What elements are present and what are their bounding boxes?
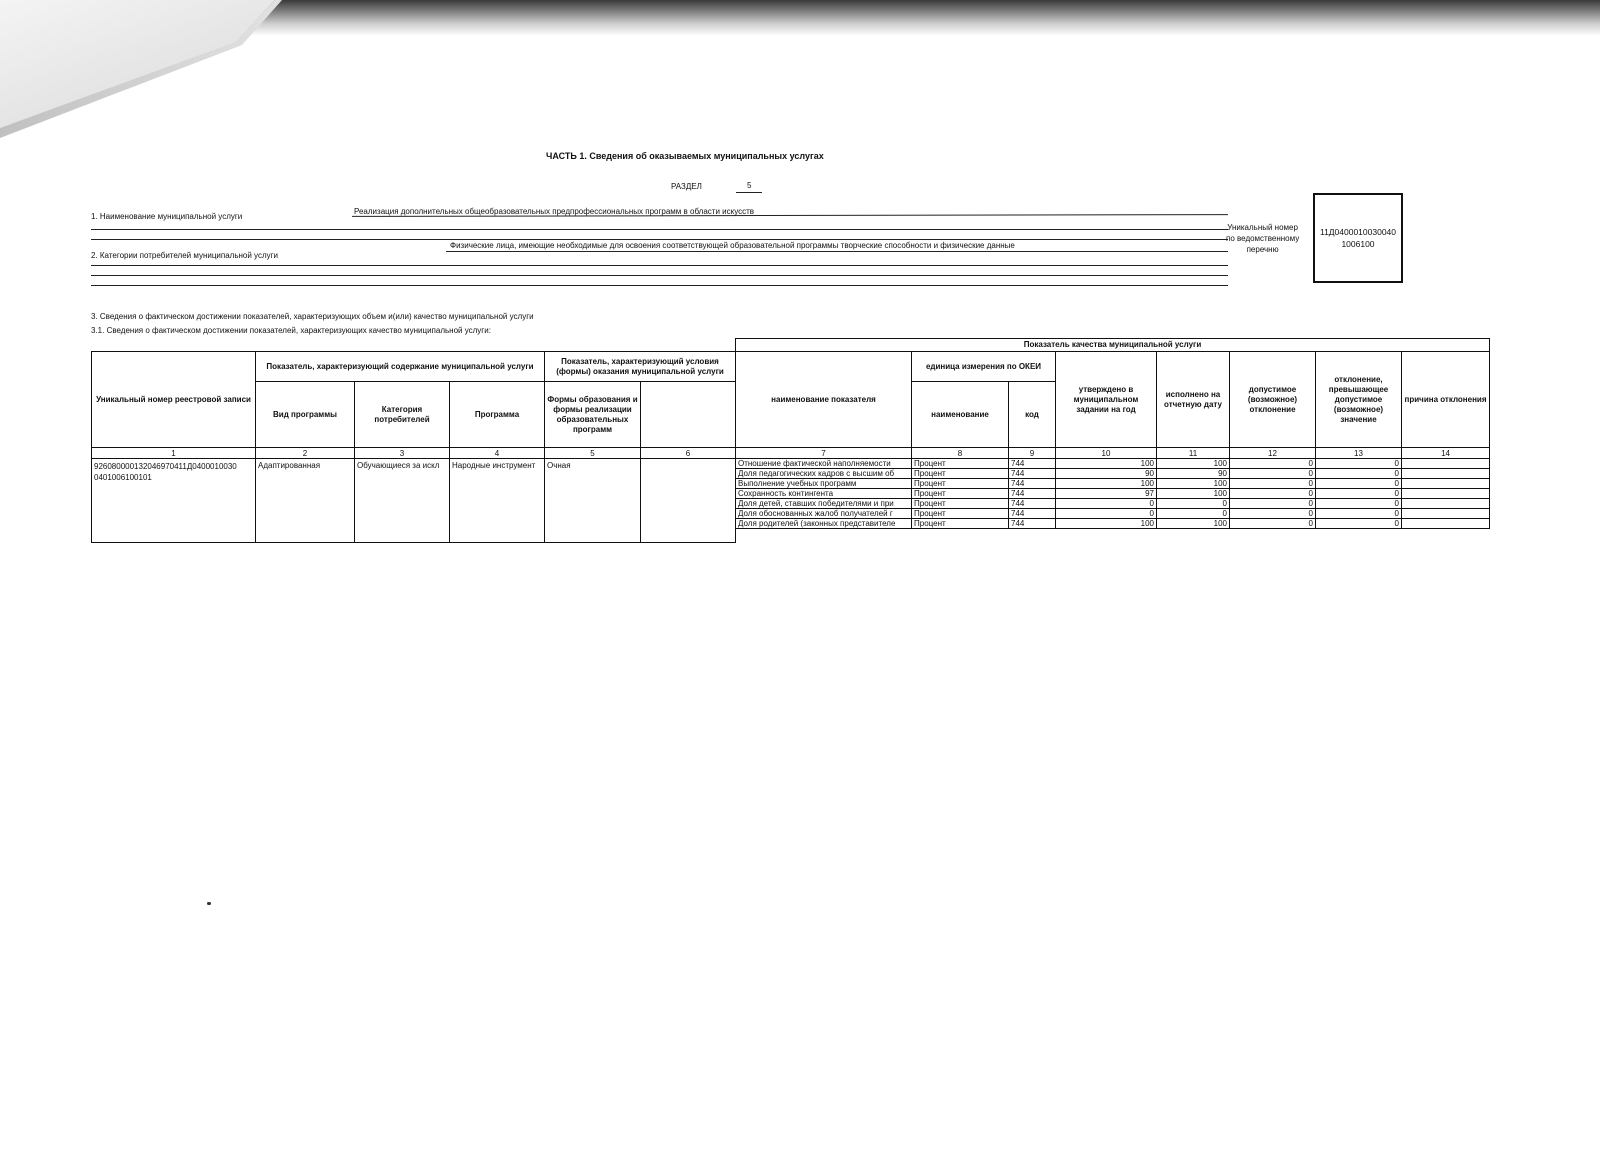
approved-cell: 100	[1056, 479, 1157, 489]
allowed-deviation-cell: 0	[1230, 459, 1316, 469]
form-rule	[91, 275, 1228, 276]
allowed-deviation-header: допустимое (возможное) отклонение	[1230, 352, 1316, 448]
reason-cell	[1402, 499, 1490, 509]
allowed-deviation-cell: 0	[1230, 489, 1316, 499]
column-number: 6	[641, 448, 736, 459]
reason-header: причина отклонения	[1402, 352, 1490, 448]
excess-deviation-cell: 0	[1316, 469, 1402, 479]
excess-deviation-cell: 0	[1316, 489, 1402, 499]
column-number: 3	[355, 448, 450, 459]
unit-name-cell: Процент	[912, 479, 1009, 489]
column-number: 10	[1056, 448, 1157, 459]
consumers-underline	[446, 251, 1228, 252]
unit-name-cell: Процент	[912, 509, 1009, 519]
indicator-name-cell: Доля родителей (законных представителе	[736, 519, 912, 529]
approved-cell: 0	[1056, 509, 1157, 519]
excess-deviation-cell: 0	[1316, 499, 1402, 509]
approved-cell: 100	[1056, 519, 1157, 529]
registry-id-box	[1313, 193, 1403, 283]
column-number: 8	[912, 448, 1009, 459]
quality-indicators-table	[91, 338, 1490, 543]
program-cell: Народные инструмент	[450, 459, 545, 543]
program-header: Программа	[450, 382, 545, 448]
approved-cell: 0	[1056, 499, 1157, 509]
column-number: 4	[450, 448, 545, 459]
executed-cell: 90	[1157, 469, 1230, 479]
reason-cell	[1402, 469, 1490, 479]
approved-cell: 97	[1056, 489, 1157, 499]
heading-3: 3. Сведения о фактическом достижении показателей, характеризующих объем и(или) качество муниципальной услуги	[91, 312, 534, 321]
form-rule	[91, 239, 1228, 240]
unit-code-cell: 744	[1009, 519, 1056, 529]
indicator-name-cell: Отношение фактической наполняемости	[736, 459, 912, 469]
unit-name-cell: Процент	[912, 519, 1009, 529]
scan-speck	[207, 902, 211, 905]
reason-cell	[1402, 479, 1490, 489]
table-row	[92, 459, 1490, 469]
reason-cell	[1402, 489, 1490, 499]
excess-deviation-cell: 0	[1316, 509, 1402, 519]
executed-header: исполнено на отчетную дату	[1157, 352, 1230, 448]
col6-cell	[641, 459, 736, 543]
unit-code-cell: 744	[1009, 499, 1056, 509]
unit-group-header: единица измерения по ОКЕИ	[912, 352, 1056, 382]
service-name-value: Реализация дополнительных общеобразовательных предпрофессиональных программ в области искусств	[354, 207, 755, 216]
consumers-value: Физические лица, имеющие необходимые для освоения соответствующей образовательной программы творческие способности и физические данные	[450, 241, 1015, 250]
allowed-deviation-cell: 0	[1230, 479, 1316, 489]
allowed-deviation-cell: 0	[1230, 519, 1316, 529]
excess-deviation-cell: 0	[1316, 519, 1402, 529]
indicator-name-cell: Доля детей, ставших победителями и при	[736, 499, 912, 509]
unit-name-header: наименование	[912, 382, 1009, 448]
excess-deviation-cell: 0	[1316, 479, 1402, 489]
consumer-category-header: Категория потребителей	[355, 382, 450, 448]
column-numbers-row	[92, 448, 1490, 459]
allowed-deviation-cell: 0	[1230, 469, 1316, 479]
reason-cell	[1402, 509, 1490, 519]
heading-3-1: 3.1. Сведения о фактическом достижении показателей, характеризующих качество муниципальной услуги:	[91, 326, 491, 335]
unit-code-header: код	[1009, 382, 1056, 448]
column-number: 1	[92, 448, 256, 459]
indicator-name-header: наименование показателя	[736, 352, 912, 448]
quality-group-header: Показатель качества муниципальной услуги	[736, 339, 1490, 352]
section-number: 5	[747, 181, 752, 190]
executed-cell: 100	[1157, 479, 1230, 489]
section-label: РАЗДЕЛ	[671, 182, 702, 191]
allowed-deviation-cell: 0	[1230, 499, 1316, 509]
forms-cell: Очная	[545, 459, 641, 543]
conditions-group-header: Показатель, характеризующий условия (формы) оказания муниципальной услуги	[545, 352, 736, 382]
column-number: 14	[1402, 448, 1490, 459]
program-type-header: Вид программы	[256, 382, 355, 448]
allowed-deviation-cell: 0	[1230, 509, 1316, 519]
executed-cell: 0	[1157, 509, 1230, 519]
excess-deviation-cell: 0	[1316, 459, 1402, 469]
approved-cell: 90	[1056, 469, 1157, 479]
indicator-name-cell: Доля педагогических кадров с высшим об	[736, 469, 912, 479]
forms-header: Формы образования и формы реализации образовательных программ	[545, 382, 641, 448]
approved-cell: 100	[1056, 459, 1157, 469]
form-rule	[91, 265, 1228, 266]
unit-name-cell: Процент	[912, 489, 1009, 499]
executed-cell: 100	[1157, 519, 1230, 529]
executed-cell: 0	[1157, 499, 1230, 509]
unit-code-cell: 744	[1009, 469, 1056, 479]
executed-cell: 100	[1157, 489, 1230, 499]
registry-id-line: 1006100	[1341, 239, 1375, 249]
unit-name-cell: Процент	[912, 469, 1009, 479]
approved-header: утверждено в муниципальном задании на год	[1056, 352, 1157, 448]
column-number: 12	[1230, 448, 1316, 459]
consumer-category-cell: Обучающиеся за искл	[355, 459, 450, 543]
service-name-label: 1. Наименование муниципальной услуги	[91, 212, 243, 221]
indicator-name-cell: Доля обоснованных жалоб получателей г	[736, 509, 912, 519]
column-number: 2	[256, 448, 355, 459]
reason-cell	[1402, 519, 1490, 529]
indicator-name-cell: Выполнение учебных программ	[736, 479, 912, 489]
form-rule	[91, 285, 1228, 286]
excess-deviation-header: отклонение, превышающее допустимое (возможное) значение	[1316, 352, 1402, 448]
consumers-label: 2. Категории потребителей муниципальной услуги	[91, 251, 279, 260]
registry-id-line: 11Д0400010030040	[1319, 227, 1397, 237]
indicator-name-cell: Сохранность контингента	[736, 489, 912, 499]
form-rule	[91, 229, 1228, 230]
unit-name-cell: Процент	[912, 499, 1009, 509]
registry-number-header: Уникальный номер реестровой записи	[92, 352, 256, 448]
column-number: 7	[736, 448, 912, 459]
reason-cell	[1402, 459, 1490, 469]
executed-cell: 100	[1157, 459, 1230, 469]
section-underline	[736, 192, 762, 193]
unit-code-cell: 744	[1009, 509, 1056, 519]
program-type-cell: Адаптированная	[256, 459, 355, 543]
unit-name-cell: Процент	[912, 459, 1009, 469]
unit-code-cell: 744	[1009, 459, 1056, 469]
part-title: ЧАСТЬ 1. Сведения об оказываемых муниципальных услугах	[546, 151, 824, 161]
column-number: 9	[1009, 448, 1056, 459]
content-group-header: Показатель, характеризующий содержание муниципальной услуги	[256, 352, 545, 382]
col6-header	[641, 382, 736, 448]
unit-code-cell: 744	[1009, 479, 1056, 489]
registry-number-cell: 926080000132046970411Д0400010030 0401006100101	[92, 459, 256, 543]
column-number: 13	[1316, 448, 1402, 459]
unit-code-cell: 744	[1009, 489, 1056, 499]
column-number: 11	[1157, 448, 1230, 459]
column-number: 5	[545, 448, 641, 459]
registry-id-label: Уникальный номер по ведомственному перечню	[1226, 223, 1300, 254]
